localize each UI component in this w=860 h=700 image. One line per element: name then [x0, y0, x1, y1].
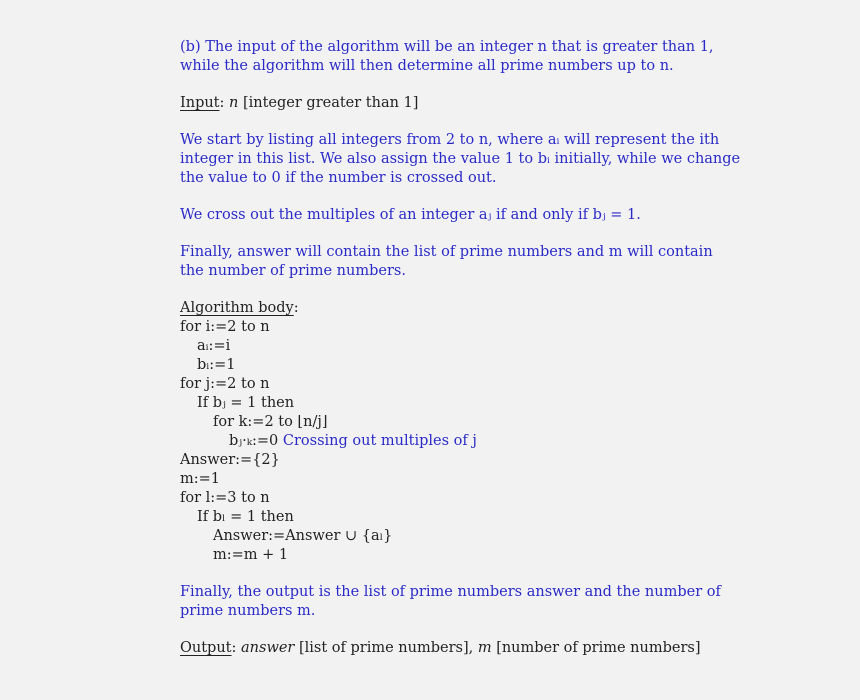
answer-line-2: the number of prime numbers. — [180, 263, 406, 279]
listing-line-3: the value to 0 if the number is crossed out. — [180, 170, 497, 186]
intro-line-1: (b) The input of the algorithm will be an integer n that is greater than 1, — [180, 39, 714, 55]
algo-line: m:=m + 1 — [213, 547, 289, 563]
output-paragraph — [180, 583, 721, 621]
document-content — [180, 38, 741, 658]
algorithm-body — [180, 299, 700, 565]
intro-paragraph — [180, 38, 714, 76]
input-label: Input — [180, 95, 220, 111]
algorithm-label: Algorithm body — [180, 300, 294, 316]
algo-line: for k:=2 to ⌊n/j⌋ — [213, 414, 328, 430]
cross-out-line-1: We cross out the multiples of an integer aⱼ if and only if bⱼ = 1. — [180, 207, 641, 223]
output-var-2: m — [477, 640, 492, 656]
algo-line — [180, 432, 700, 451]
algo-line: If bₗ = 1 then — [197, 509, 294, 525]
algo-line: bᵢ:=1 — [197, 357, 236, 373]
listing-line-1: We start by listing all integers from 2 to n, where aᵢ will represent the ith — [180, 132, 720, 148]
intro-line-2: while the algorithm will then determine all prime numbers up to n. — [180, 58, 674, 74]
output-desc-1: [list of prime numbers], — [298, 640, 474, 656]
answer-paragraph — [180, 243, 713, 281]
input-line: Input: n [integer greater than 1] — [180, 95, 419, 111]
algo-line: Answer:={2} — [180, 452, 280, 468]
output-para-line-1: Finally, the output is the list of prime numbers answer and the number of — [180, 584, 721, 600]
algo-line: for i:=2 to n — [180, 319, 270, 335]
algo-statement: bⱼ·ₖ:=0 — [229, 433, 279, 449]
algo-line: Answer:=Answer ∪ {aₗ} — [213, 528, 393, 544]
algo-comment: Crossing out multiples of j — [282, 433, 477, 449]
algo-line: for l:=3 to n — [180, 490, 270, 506]
algo-line: If bⱼ = 1 then — [197, 395, 295, 411]
cross-out-paragraph — [180, 206, 700, 225]
output-line: Output: answer [list of prime numbers], m [number of prime numbers] — [180, 640, 701, 656]
listing-paragraph — [180, 131, 741, 188]
answer-line-1: Finally, answer will contain the list of prime numbers and m will contain — [180, 244, 713, 260]
input-desc: [integer greater than 1] — [242, 95, 419, 111]
output-var-1: answer — [241, 640, 295, 656]
algorithm-label-line: Algorithm body: — [180, 300, 299, 316]
output-label: Output — [180, 640, 232, 656]
algo-line: m:=1 — [180, 471, 221, 487]
listing-line-2: integer in this list. We also assign the value 1 to bᵢ initially, while we change — [180, 151, 741, 167]
algo-line: aᵢ:=i — [197, 338, 231, 354]
output-desc-2: [number of prime numbers] — [496, 640, 701, 656]
algo-line: for j:=2 to n — [180, 376, 270, 392]
output-para-line-2: prime numbers m. — [180, 603, 316, 619]
input-var: n — [229, 95, 239, 111]
